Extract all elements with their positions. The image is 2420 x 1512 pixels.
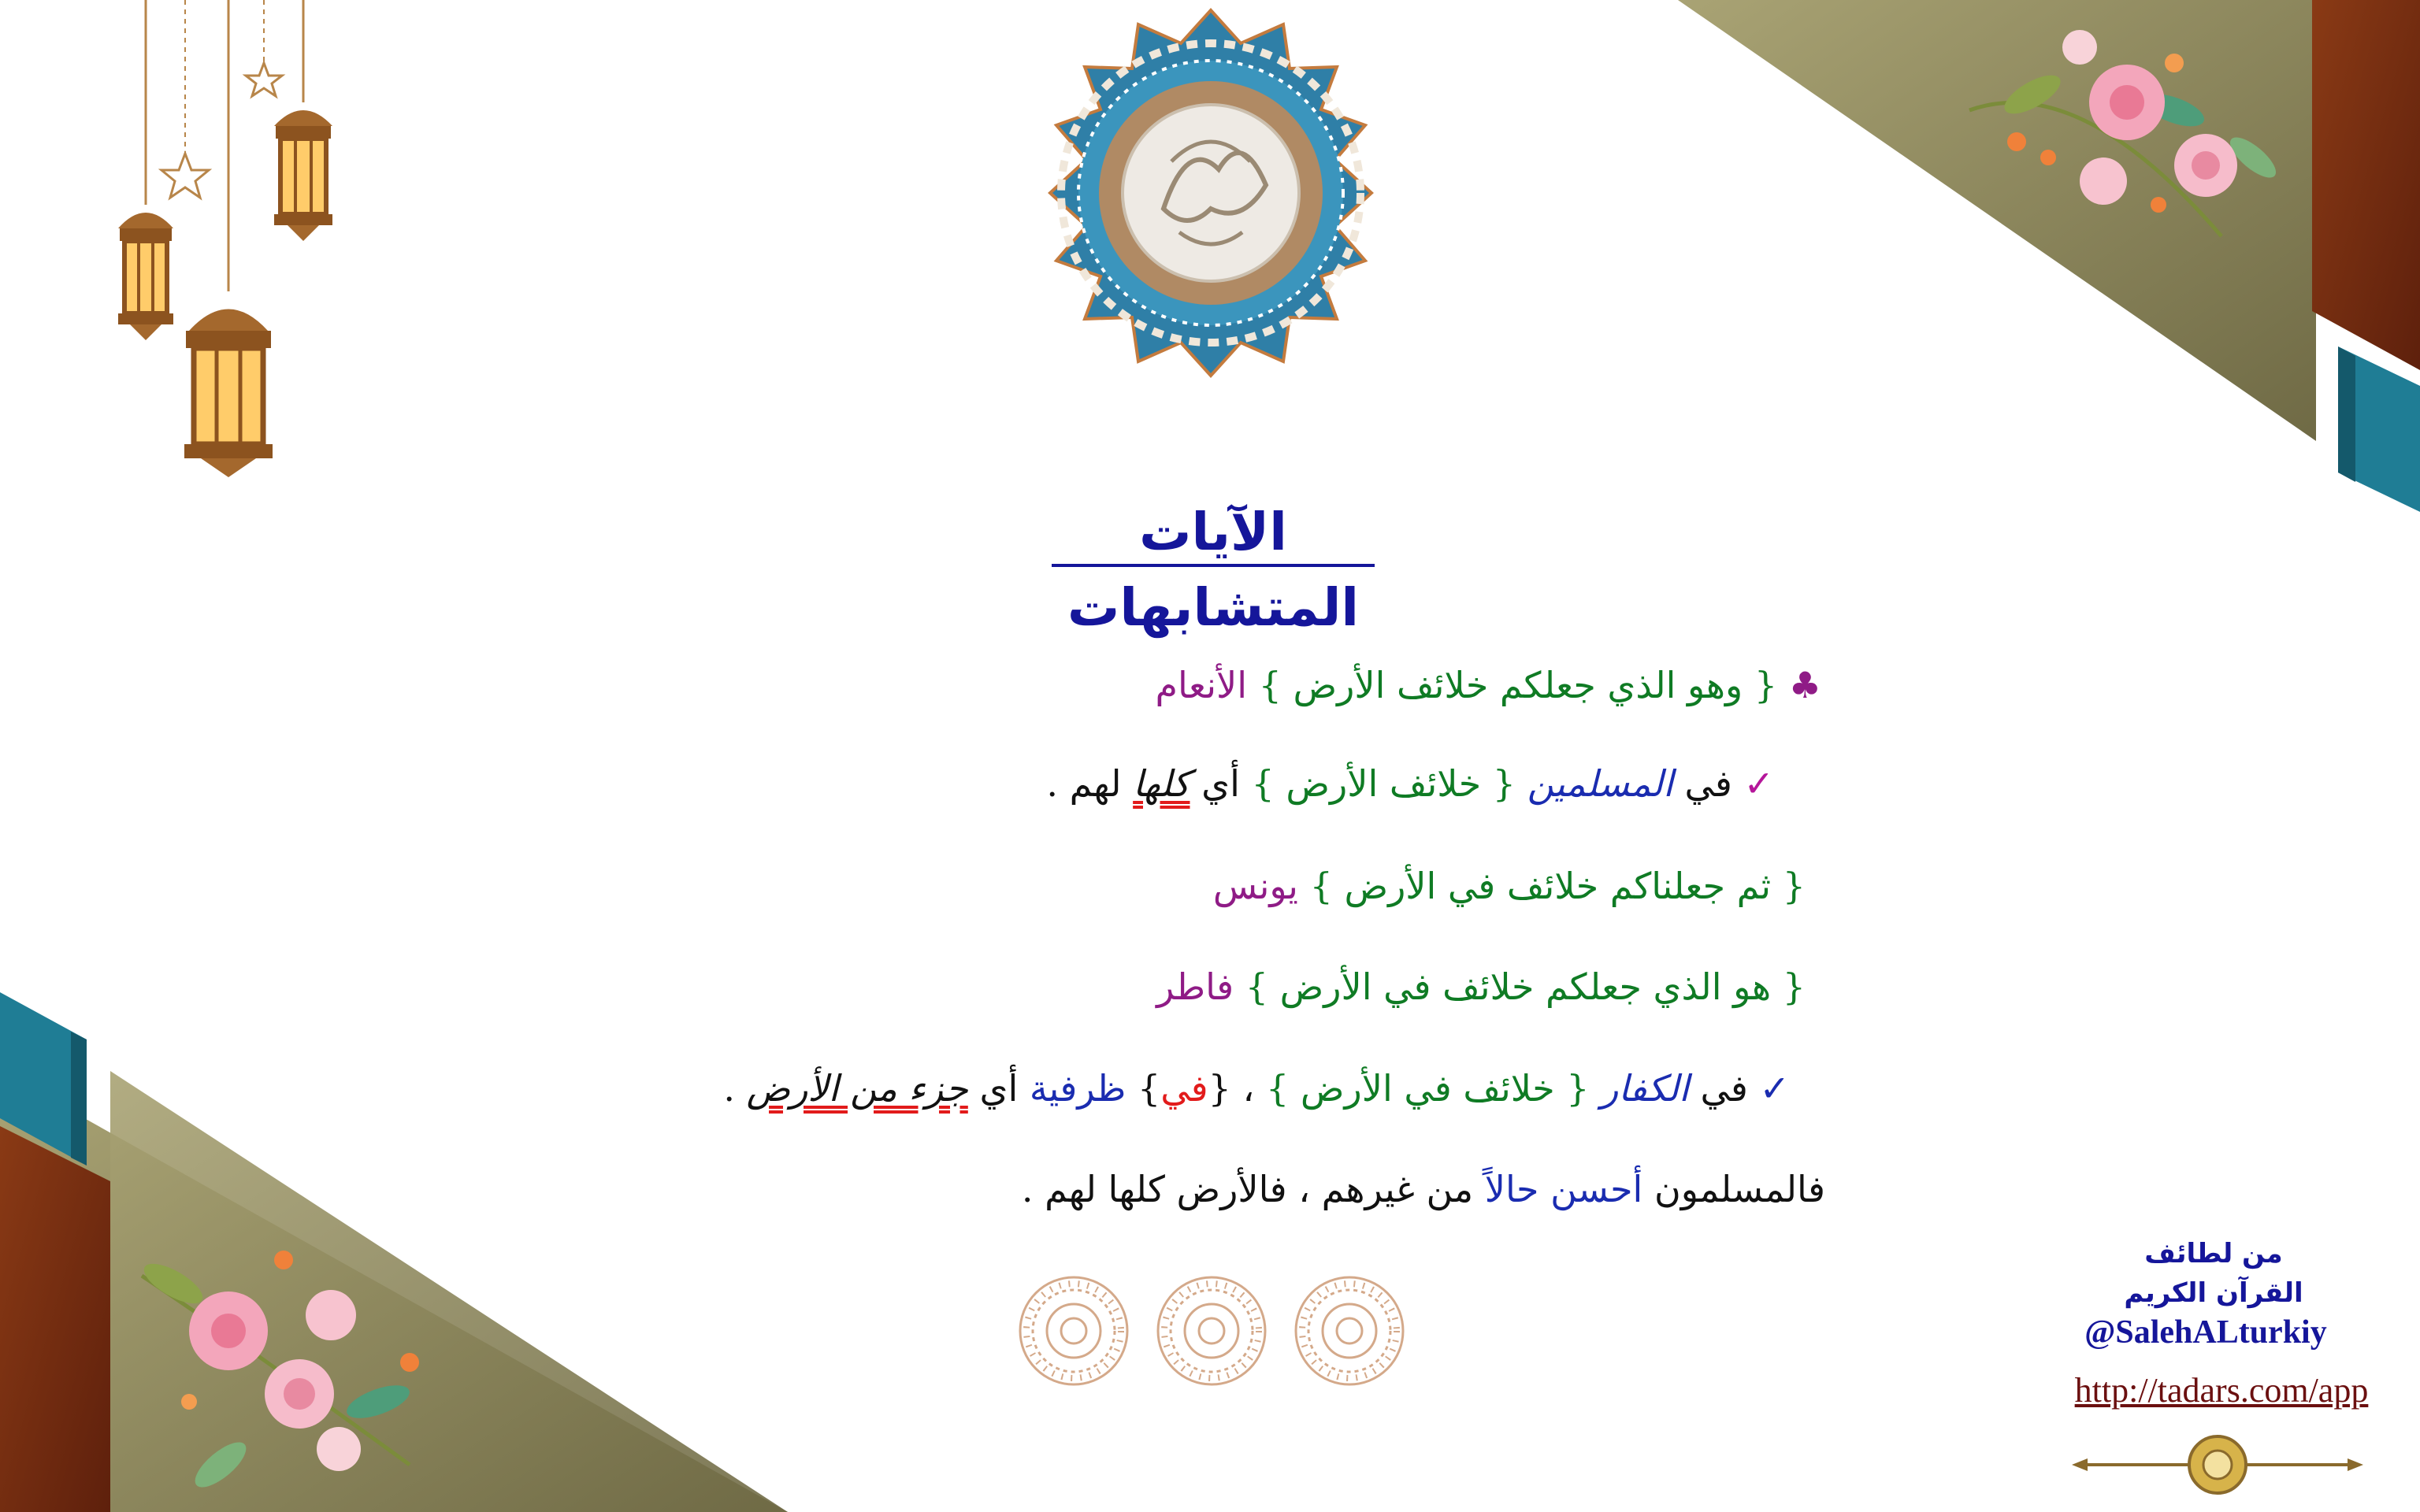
surah-name: فاطر	[1156, 965, 1234, 1008]
verse-line-yunus	[1213, 858, 1806, 914]
club-bullet-icon: ♣	[1788, 664, 1821, 706]
text-juz-min-alard: جزء من الأرض	[746, 1067, 968, 1110]
quran-medallion-emblem	[1050, 10, 1371, 376]
text-zarfiya: ظرفية	[1029, 1067, 1126, 1110]
top-right-brown-band	[2312, 0, 2420, 370]
brace-open: {	[1208, 1067, 1231, 1110]
text-lahum: لهم .	[1046, 762, 1122, 805]
verse-line-fatir	[1156, 959, 1806, 1014]
lantern-left	[118, 213, 173, 340]
credit-line-1: من لطائف	[2144, 1238, 2283, 1269]
page-title: الآيات المتشابهات	[1067, 502, 1359, 638]
text-conclusion: من غيرهم ، فالأرض كلها لهم .	[1021, 1168, 1474, 1210]
twitter-handle: @SalehALturkiy	[2084, 1314, 2327, 1351]
text-muslimin: المسلمين	[1527, 762, 1673, 805]
text-fi: في	[1684, 762, 1732, 805]
lantern-big	[184, 309, 273, 478]
brace-close: }	[1138, 1067, 1161, 1110]
check-icon: ✓	[1759, 1067, 1790, 1110]
conclusion-line	[1022, 1162, 1825, 1217]
check-icon: ✓	[1743, 762, 1774, 805]
credit-line-2: القرآن الكريم	[2124, 1277, 2303, 1309]
text-kuffar: الكفار	[1601, 1067, 1689, 1110]
text-ahsan-halan: أحسن حالاً	[1484, 1168, 1643, 1210]
bottom-left-brown-band	[0, 1126, 110, 1512]
text-fi: في	[1700, 1067, 1748, 1110]
ayah-text: { ثم جعلناكم خلائف في الأرض }	[1309, 865, 1806, 907]
ayah-text: { هو الذي جعلكم خلائف في الأرض }	[1245, 965, 1806, 1008]
text-dot: .	[723, 1067, 735, 1110]
text-ay: أي	[979, 1067, 1019, 1110]
text-comma: ،	[1242, 1067, 1255, 1110]
surah-name: الأنعام	[1155, 664, 1248, 706]
text-almuslimun: فالمسلمون	[1654, 1168, 1825, 1210]
explanation-line-muslims	[1046, 756, 1774, 811]
text-fi-highlight: في	[1160, 1067, 1208, 1110]
ayah-text: { خلائف في الأرض }	[1266, 1067, 1590, 1110]
text-kulluha: كلها	[1133, 762, 1190, 805]
ornament-divider	[2072, 1436, 2363, 1493]
verse-line-anaam	[1156, 658, 1821, 713]
text-ay: أي	[1201, 762, 1240, 805]
ayah-text: { وهو الذي جعلكم خلائف الأرض }	[1258, 664, 1778, 706]
title-underline	[1052, 564, 1375, 567]
top-right-olive-band	[1678, 0, 2316, 441]
surah-name: يونس	[1212, 865, 1298, 907]
explanation-line-kuffar	[723, 1061, 1790, 1116]
website-link[interactable]: http://tadars.com/app	[2074, 1371, 2369, 1410]
lantern-right	[274, 110, 332, 241]
ayah-text: { خلائف الأرض }	[1251, 762, 1516, 805]
mandala-ornaments	[1020, 1277, 1403, 1384]
star-decoration	[161, 63, 282, 198]
